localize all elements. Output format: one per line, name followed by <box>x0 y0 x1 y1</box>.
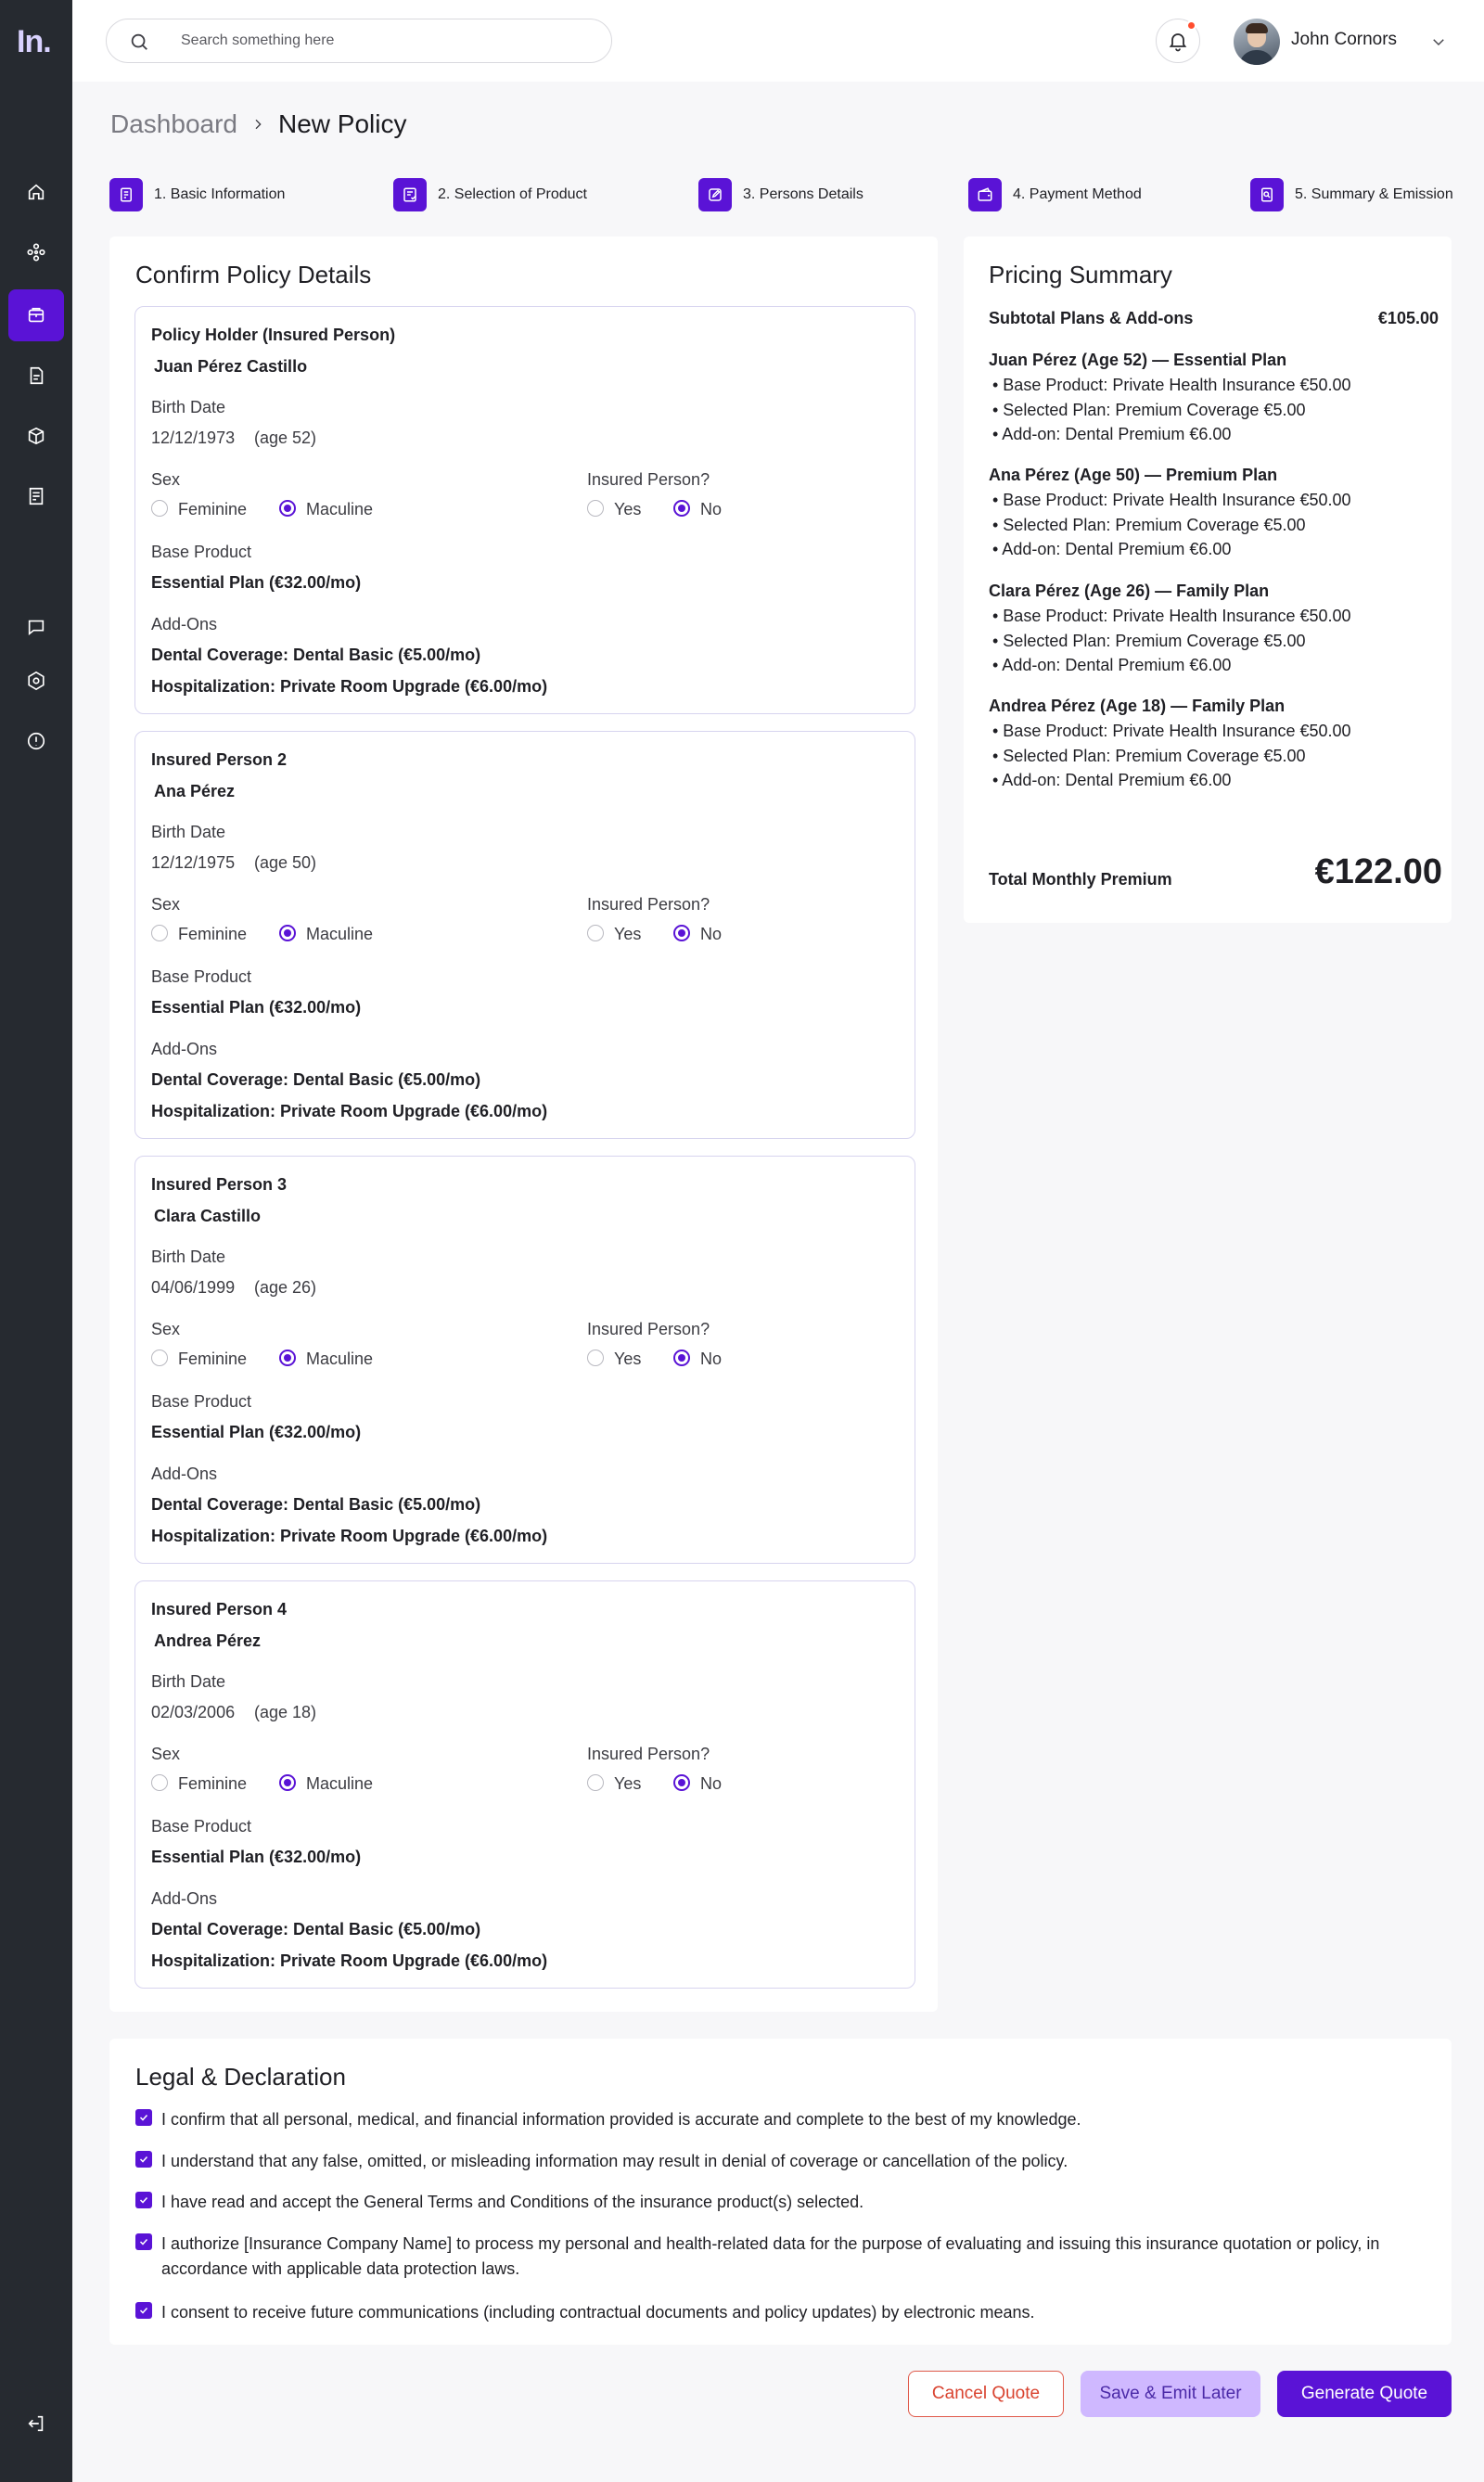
info-icon[interactable] <box>22 727 50 755</box>
step-label: 3. Persons Details <box>743 186 864 202</box>
addon-hospitalization: Hospitalization: Private Room Upgrade (€6.00/mo) <box>151 1951 548 1970</box>
radio-feminine[interactable] <box>151 500 168 517</box>
no-label: No <box>700 1350 723 1368</box>
yes-label: Yes <box>614 1774 642 1793</box>
base-product-label: Base Product <box>151 967 252 986</box>
sex-label: Sex <box>151 470 181 489</box>
radio-no[interactable] <box>673 1350 690 1366</box>
age-value: (age 50) <box>254 853 317 872</box>
insured-question-label: Insured Person? <box>587 1320 710 1338</box>
radio-feminine[interactable] <box>151 1350 168 1366</box>
avatar[interactable] <box>1234 19 1280 65</box>
person-name: Juan Pérez Castillo <box>154 357 308 376</box>
radio-maculine[interactable] <box>279 1350 296 1366</box>
birth-date-label: Birth Date <box>151 1247 226 1266</box>
total-value: €122.00 <box>1314 852 1442 891</box>
no-label: No <box>700 500 723 518</box>
chat-icon[interactable] <box>22 613 50 641</box>
chevron-right-icon <box>250 117 265 132</box>
pricing-line-item: • Selected Plan: Premium Coverage €5.00 <box>992 400 1306 419</box>
bell-icon <box>1167 30 1189 52</box>
radio-feminine[interactable] <box>151 1774 168 1791</box>
sex-label: Sex <box>151 895 181 914</box>
step-selection-of-product[interactable] <box>393 178 587 211</box>
edit-icon <box>698 178 732 211</box>
checkbox-checked[interactable] <box>135 2151 152 2168</box>
pricing-line-item: • Selected Plan: Premium Coverage €5.00 <box>992 746 1306 765</box>
maculine-label: Maculine <box>306 500 374 518</box>
subtotal-label: Subtotal Plans & Add-ons <box>989 309 1194 327</box>
base-product-label: Base Product <box>151 1817 252 1836</box>
step-label: 2. Selection of Product <box>438 186 587 202</box>
app-logo[interactable]: In. <box>17 24 51 59</box>
maculine-label: Maculine <box>306 1774 374 1793</box>
legal-text: I consent to receive future communications (including contractual documents and policy updates) by electronic means. <box>161 2303 1035 2322</box>
addons-label: Add-Ons <box>151 615 218 633</box>
person-heading: Insured Person 3 <box>151 1175 288 1194</box>
addon-dental: Dental Coverage: Dental Basic (€5.00/mo) <box>151 1920 481 1938</box>
pricing-line-item: • Base Product: Private Health Insurance €50.00 <box>992 607 1351 625</box>
age-value: (age 52) <box>254 429 317 447</box>
subtotal-value: €105.00 <box>1377 309 1439 327</box>
legal-text: I have read and accept the General Terms and Conditions of the insurance product(s) selected. <box>161 2193 864 2211</box>
pricing-line-item: • Add-on: Dental Premium €6.00 <box>992 425 1232 443</box>
radio-yes[interactable] <box>587 500 604 517</box>
yes-label: Yes <box>614 1350 642 1368</box>
person-name: Ana Pérez <box>154 782 236 800</box>
birth-date-value: 02/03/2006 <box>151 1703 236 1721</box>
pricing-line-item: • Base Product: Private Health Insurance €50.00 <box>992 376 1351 394</box>
legal-text: I authorize [Insurance Company Name] to process my personal and health-related data for the purpose of evaluating and issuing this insurance quotation or policy, in accordance with applicable data protection laws. <box>161 2234 1380 2278</box>
birth-date-label: Birth Date <box>151 1672 226 1691</box>
addon-hospitalization: Hospitalization: Private Room Upgrade (€6.00/mo) <box>151 1527 548 1545</box>
pricing-line-item: • Selected Plan: Premium Coverage €5.00 <box>992 631 1306 650</box>
step-basic-information[interactable] <box>109 178 285 211</box>
package-icon[interactable] <box>22 422 50 450</box>
no-label: No <box>700 1774 723 1793</box>
person-card <box>134 731 915 1139</box>
radio-maculine[interactable] <box>279 500 296 517</box>
summary-icon <box>1250 178 1284 211</box>
addon-dental: Dental Coverage: Dental Basic (€5.00/mo) <box>151 1070 481 1089</box>
addons-label: Add-Ons <box>151 1040 218 1058</box>
feminine-label: Feminine <box>178 1350 248 1368</box>
no-label: No <box>700 925 723 943</box>
sidebar <box>0 0 72 2482</box>
insured-question-label: Insured Person? <box>587 470 710 489</box>
feminine-label: Feminine <box>178 500 248 518</box>
step-label: 1. Basic Information <box>154 186 286 202</box>
pricing-line-item: • Add-on: Dental Premium €6.00 <box>992 540 1232 558</box>
maculine-label: Maculine <box>306 1350 374 1368</box>
topbar <box>72 0 1484 82</box>
age-value: (age 18) <box>254 1703 317 1721</box>
checkbox-checked[interactable] <box>135 2192 152 2208</box>
birth-date-value: 12/12/1975 <box>151 853 236 872</box>
search-icon <box>129 32 149 52</box>
settings-icon[interactable] <box>22 667 50 695</box>
legal-declaration-item[interactable] <box>135 2107 1432 2132</box>
maculine-label: Maculine <box>306 925 374 943</box>
document-icon[interactable] <box>22 362 50 390</box>
person-card <box>134 1580 915 1989</box>
radio-feminine[interactable] <box>151 925 168 941</box>
wallet-icon <box>968 178 1002 211</box>
addon-hospitalization: Hospitalization: Private Room Upgrade (€6.00/mo) <box>151 1102 548 1120</box>
network-icon[interactable] <box>22 238 50 266</box>
pricing-line-item: • Selected Plan: Premium Coverage €5.00 <box>992 515 1306 534</box>
radio-no[interactable] <box>673 1774 690 1791</box>
pricing-summary-card <box>964 237 1452 923</box>
base-product-value: Essential Plan (€32.00/mo) <box>151 1423 362 1441</box>
base-product-value: Essential Plan (€32.00/mo) <box>151 998 362 1017</box>
checkbox-checked[interactable] <box>135 2302 152 2319</box>
feminine-label: Feminine <box>178 1774 248 1793</box>
birth-date-value: 04/06/1999 <box>151 1278 236 1297</box>
sex-label: Sex <box>151 1745 181 1763</box>
birth-date-label: Birth Date <box>151 398 226 416</box>
radio-no[interactable] <box>673 500 690 517</box>
yes-label: Yes <box>614 500 642 518</box>
logout-icon[interactable] <box>22 2410 50 2437</box>
breadcrumb <box>110 109 406 139</box>
generate-quote-button[interactable]: Generate Quote <box>1277 2371 1452 2417</box>
legal-declaration-item[interactable] <box>135 2232 1432 2282</box>
radio-maculine[interactable] <box>279 1774 296 1791</box>
notifications-button[interactable] <box>1156 19 1200 63</box>
radio-no[interactable] <box>673 925 690 941</box>
person-heading: Insured Person 4 <box>151 1600 288 1618</box>
addons-label: Add-Ons <box>151 1889 218 1908</box>
addons-label: Add-Ons <box>151 1465 218 1483</box>
radio-maculine[interactable] <box>279 925 296 941</box>
policies-icon[interactable] <box>8 289 64 341</box>
search-input[interactable] <box>181 29 589 53</box>
yes-label: Yes <box>614 925 642 943</box>
birth-date-label: Birth Date <box>151 823 226 841</box>
cancel-quote-button[interactable]: Cancel Quote <box>908 2371 1064 2417</box>
person-card <box>134 1156 915 1564</box>
radio-yes[interactable] <box>587 1774 604 1791</box>
base-product-value: Essential Plan (€32.00/mo) <box>151 1848 362 1866</box>
pricing-group-title: Andrea Pérez (Age 18) — Family Plan <box>989 697 1286 715</box>
pricing-summary-title: Pricing Summary <box>989 261 1172 288</box>
feminine-label: Feminine <box>178 925 248 943</box>
base-product-label: Base Product <box>151 1392 252 1411</box>
step-label: 5. Summary & Emission <box>1295 186 1453 202</box>
person-name: Clara Castillo <box>154 1207 262 1225</box>
addon-dental: Dental Coverage: Dental Basic (€5.00/mo) <box>151 646 481 664</box>
radio-yes[interactable] <box>587 925 604 941</box>
step-label: 4. Payment Method <box>1013 186 1142 202</box>
sex-label: Sex <box>151 1320 181 1338</box>
pricing-line-item: • Base Product: Private Health Insurance €50.00 <box>992 722 1351 740</box>
pricing-group-title: Ana Pérez (Age 50) — Premium Plan <box>989 466 1278 484</box>
total-label: Total Monthly Premium <box>989 870 1172 889</box>
page-title: New Policy <box>277 109 407 138</box>
legal-declaration-item[interactable] <box>135 2190 1432 2215</box>
pricing-line-item: • Base Product: Private Health Insurance €50.00 <box>992 491 1351 509</box>
pricing-group-title: Clara Pérez (Age 26) — Family Plan <box>989 582 1270 600</box>
person-heading: Policy Holder (Insured Person) <box>151 326 396 344</box>
checkbox-checked[interactable] <box>135 2109 152 2126</box>
base-product-label: Base Product <box>151 543 252 561</box>
insured-question-label: Insured Person? <box>587 1745 710 1763</box>
legal-declaration-item[interactable] <box>135 2149 1432 2174</box>
save-emit-later-button[interactable]: Save & Emit Later <box>1081 2371 1260 2417</box>
chevron-down-icon[interactable] <box>1430 33 1447 50</box>
breadcrumb-dashboard[interactable]: Dashboard <box>110 109 237 138</box>
person-heading: Insured Person 2 <box>151 750 288 769</box>
confirm-policy-title: Confirm Policy Details <box>135 261 372 288</box>
legal-text: I confirm that all personal, medical, and financial information provided is accurate and complete to the best of my knowledge. <box>161 2110 1081 2129</box>
addon-dental: Dental Coverage: Dental Basic (€5.00/mo) <box>151 1495 481 1514</box>
person-card <box>134 306 915 714</box>
search-bar[interactable] <box>106 19 612 63</box>
pricing-line-item: • Add-on: Dental Premium €6.00 <box>992 656 1232 674</box>
addon-hospitalization: Hospitalization: Private Room Upgrade (€6.00/mo) <box>151 677 548 696</box>
step-persons-details[interactable] <box>698 178 864 211</box>
legal-title: Legal & Declaration <box>135 2063 346 2091</box>
pricing-line-item: • Add-on: Dental Premium €6.00 <box>992 771 1232 789</box>
insured-question-label: Insured Person? <box>587 895 710 914</box>
report-icon[interactable] <box>22 482 50 510</box>
step-summary-emission[interactable] <box>1250 178 1453 211</box>
base-product-value: Essential Plan (€32.00/mo) <box>151 573 362 592</box>
radio-yes[interactable] <box>587 1350 604 1366</box>
age-value: (age 26) <box>254 1278 317 1297</box>
product-icon <box>393 178 427 211</box>
legal-text: I understand that any false, omitted, or misleading information may result in denial of coverage or cancellation of the policy. <box>161 2152 1068 2170</box>
pricing-group-title: Juan Pérez (Age 52) — Essential Plan <box>989 351 1287 369</box>
home-icon[interactable] <box>22 178 50 206</box>
user-name[interactable]: John Cornors <box>1291 30 1398 49</box>
notification-dot <box>1186 20 1196 31</box>
birth-date-value: 12/12/1973 <box>151 429 236 447</box>
person-name: Andrea Pérez <box>154 1631 262 1650</box>
checkbox-checked[interactable] <box>135 2233 152 2250</box>
step-payment-method[interactable] <box>968 178 1142 211</box>
legal-declaration-item[interactable] <box>135 2300 1432 2325</box>
form-icon <box>109 178 143 211</box>
